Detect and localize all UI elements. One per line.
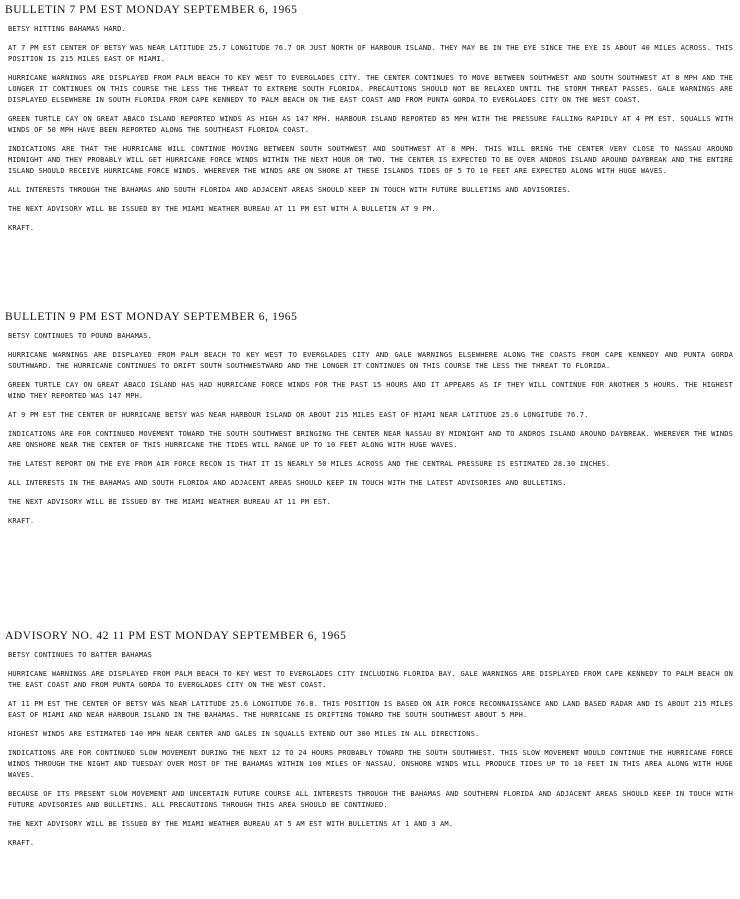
bulletin-paragraph: GREEN TURTLE CAY ON GREAT ABACO ISLAND REPORTED WINDS AS HIGH AS 147 MPH. HARBOUR ISLAND REPORTED 85 MPH WITH THE PRESSURE FALLING RAPIDLY AT 4 PM EST. SQUALLS WITH WINDS OF 50 MPH HAVE BEEN REPORTED ALONG THE SOUTHEAST FLORIDA COAST. [8,115,733,134]
bulletin-paragraph: AT 7 PM EST CENTER OF BETSY WAS NEAR LATITUDE 25.7 LONGITUDE 76.7 OR JUST NORTH OF HARBOUR ISLAND. THEY MAY BE IN THE EYE SINCE THE EYE IS ABOUT 40 MILES ACROSS. THIS POSITION IS 215 MILES EAST OF MIAMI. [8,44,733,63]
bulletin-paragraph: INDICATIONS ARE FOR CONTINUED MOVEMENT TOWARD THE SOUTH SOUTHWEST BRINGING THE CENTER NEAR NASSAU BY MIDNIGHT AND TO ANDROS ISLAND AROUND DAYBREAK. WHEREVER THE WINDS ARE ONSHORE NEAR THE CENTER OF THIS HURRICANE THE TIDES WILL RANGE UP TO 10 FEET ALONG WITH HUGE WAVES. [8,430,733,449]
bulletin-paragraph: THE NEXT ADVISORY WILL BE ISSUED BY THE MIAMI WEATHER BUREAU AT 11 PM EST WITH A BULLETIN AT 9 PM. [8,205,436,213]
advisory-headline: BETSY CONTINUES TO BATTER BAHAMAS [8,651,153,659]
bulletin-headline: BETSY CONTINUES TO POUND BAHAMAS. [8,332,153,340]
bulletin-heading: BULLETIN 9 PM EST MONDAY SEPTEMBER 6, 1965 [5,311,298,323]
bulletin-paragraph: AT 9 PM EST THE CENTER OF HURRICANE BETSY WAS NEAR HARBOUR ISLAND OR ABOUT 215 MILES EAST OF MIAMI NEAR LATITUDE 25.6 LONGITUDE 76.7. [8,411,589,419]
bulletin-paragraph: HURRICANE WARNINGS ARE DISPLAYED FROM PALM BEACH TO KEY WEST TO EVERGLADES CITY AND GALE WARNINGS ELSEWHERE ALONG THE COASTS FROM CAPE KENNEDY AND PUNTA GORDA SOUTHWARD. THE HURRICANE CONTINUES TO DRIFT SOUTH SOUTHWESTWARD AND THE LONGER IT CONTINUES ON THIS COURSE THE LESS THE THREAT TO FLORIDA. [8,351,733,370]
bulletin-paragraph: GREEN TURTLE CAY ON GREAT ABACO ISLAND HAS HAD HURRICANE FORCE WINDS FOR THE PAST 15 HOURS AND IT APPEARS AS IF THEY WILL CONTINUE FOR ANOTHER 5 HOURS. THE HIGHEST WIND THEY REPORTED WAS 147 MPH. [8,381,733,400]
advisory-heading: ADVISORY NO. 42 11 PM EST MONDAY SEPTEMBER 6, 1965 [5,630,347,642]
bulletin-7pm [5,4,733,242]
bulletin-paragraph: THE LATEST REPORT ON THE EYE FROM AIR FORCE RECON IS THAT IT IS NEARLY 50 MILES ACROSS AND THE CENTRAL PRESSURE IS ESTIMATED 28.30 INCHES. [8,460,611,468]
advisory-paragraph: INDICATIONS ARE FOR CONTINUED SLOW MOVEMENT DURING THE NEXT 12 TO 24 HOURS PROBABLY TOWARD THE SOUTH SOUTHWEST. THIS SLOW MOVEMENT WOULD CONTINUE THE HURRICANE FORCE WINDS THROUGH THE NIGHT AND TUESDAY OVER MOST OF THE BAHAMAS WITHIN 100 MILES OF NASSAU. ONSHORE WINDS WILL PRODUCE TIDES UP TO 10 FEET IN THIS AREA ALONG WITH HUGE WAVES. [8,749,733,779]
advisory-paragraph: HURRICANE WARNINGS ARE DISPLAYED FROM PALM BEACH TO KEY WEST TO EVERGLADES CITY INCLUDING FLORIDA BAY. GALE WARNINGS ARE DISPLAYED FROM CAPE KENNEDY TO PALM BEACH ON THE EAST COAST AND FROM PUNTA GORDA TO EVERGLADES CITY ON THE WEST COAST. [8,670,733,689]
advisory-42 [5,630,733,857]
bulletin-9pm [5,311,733,535]
advisory-paragraph: THE NEXT ADVISORY WILL BE ISSUED BY THE MIAMI WEATHER BUREAU AT 5 AM EST WITH BULLETINS AT 1 AND 3 AM. [8,820,454,828]
bulletin-paragraph: ALL INTERESTS THROUGH THE BAHAMAS AND SOUTH FLORIDA AND ADJACENT AREAS SHOULD KEEP IN TOUCH WITH FUTURE BULLETINS AND ADVISORIES. [8,186,572,194]
advisory-signature: KRAFT. [8,839,35,847]
bulletin-paragraph: THE NEXT ADVISORY WILL BE ISSUED BY THE MIAMI WEATHER BUREAU AT 11 PM EST. [8,498,331,506]
bulletin-signature: KRAFT. [8,224,35,232]
bulletin-paragraph: ALL INTERESTS IN THE BAHAMAS AND SOUTH FLORIDA AND ADJACENT AREAS SHOULD KEEP IN TOUCH WITH THE LATEST ADVISORIES AND BULLETINS. [8,479,567,487]
bulletin-signature: KRAFT. [8,517,35,525]
advisory-paragraph: AT 11 PM EST THE CENTER OF BETSY WAS NEAR LATITUDE 25.6 LONGITUDE 76.8. THIS POSITION IS BASED ON AIR FORCE RECONNAISSANCE AND LAND BASED RADAR AND IS ABOUT 215 MILES EAST OF MIAMI AND NEAR HARBOUR ISLAND IN THE BAHAMAS. THE HURRICANE IS DRIFTING TOWARD THE SOUTH SOUTHWEST ABOUT 5 MPH. [8,700,733,719]
bulletin-headline: BETSY HITTING BAHAMAS HARD. [8,25,126,33]
bulletin-heading: BULLETIN 7 PM EST MONDAY SEPTEMBER 6, 1965 [5,4,298,16]
bulletin-paragraph: HURRICANE WARNINGS ARE DISPLAYED FROM PALM BEACH TO KEY WEST TO EVERGLADES CITY. THE CENTER CONTINUES TO MOVE BETWEEN SOUTHWEST AND SOUTH SOUTHWEST AT 8 MPH AND THE LONGER IT CONTINUES ON THIS COURSE THE LESS THE THREAT TO EXTREME SOUTH FLORIDA. PRECAUTIONS SHOULD NOT BE RELAXED UNTIL THE STORM THREAT PASSES. GALE WARNINGS ARE DISPLAYED ELSEWHERE IN SOUTH FLORIDA FROM CAPE KENNEDY TO PALM BEACH ON THE EAST COAST AND FROM PUNTA GORDA TO EVERGLADES CITY ON THE WEST COAST. [8,74,733,104]
advisory-paragraph: HIGHEST WINDS ARE ESTIMATED 140 MPH NEAR CENTER AND GALES IN SQUALLS EXTEND OUT 300 MILES IN ALL DIRECTIONS. [8,730,480,738]
bulletin-paragraph: INDICATIONS ARE THAT THE HURRICANE WILL CONTINUE MOVING BETWEEN SOUTH SOUTHWEST AND SOUTHWEST AT 8 MPH. THIS WILL BRING THE CENTER VERY CLOSE TO NASSAU AROUND MIDNIGHT AND THEY PROBABLY WILL GET HURRICANE FORCE WINDS WITHIN THE NEXT HOUR OR TWO. THE CENTER IS EXPECTED TO BE OVER ANDROS ISLAND AROUND DAYBREAK AND THE ENTIRE ISLAND SHOULD RECEIVE HURRICANE FORCE WINDS. WHEREVER THE WINDS ARE ON SHORE AT THESE ISLANDS TIDES OF 5 TO 10 FEET ARE EXPECTED ALONG WITH HUGE WAVES. [8,145,733,175]
advisory-paragraph: BECAUSE OF ITS PRESENT SLOW MOVEMENT AND UNCERTAIN FUTURE COURSE ALL INTERESTS THROUGH THE BAHAMAS AND SOUTHERN FLORIDA AND ADJACENT AREAS SHOULD KEEP IN TOUCH WITH FUTURE ADVISORIES AND BULLETINS. ALL PRECAUTIONS THROUGH THIS AREA SHOULD BE CONTINUED. [8,790,733,809]
